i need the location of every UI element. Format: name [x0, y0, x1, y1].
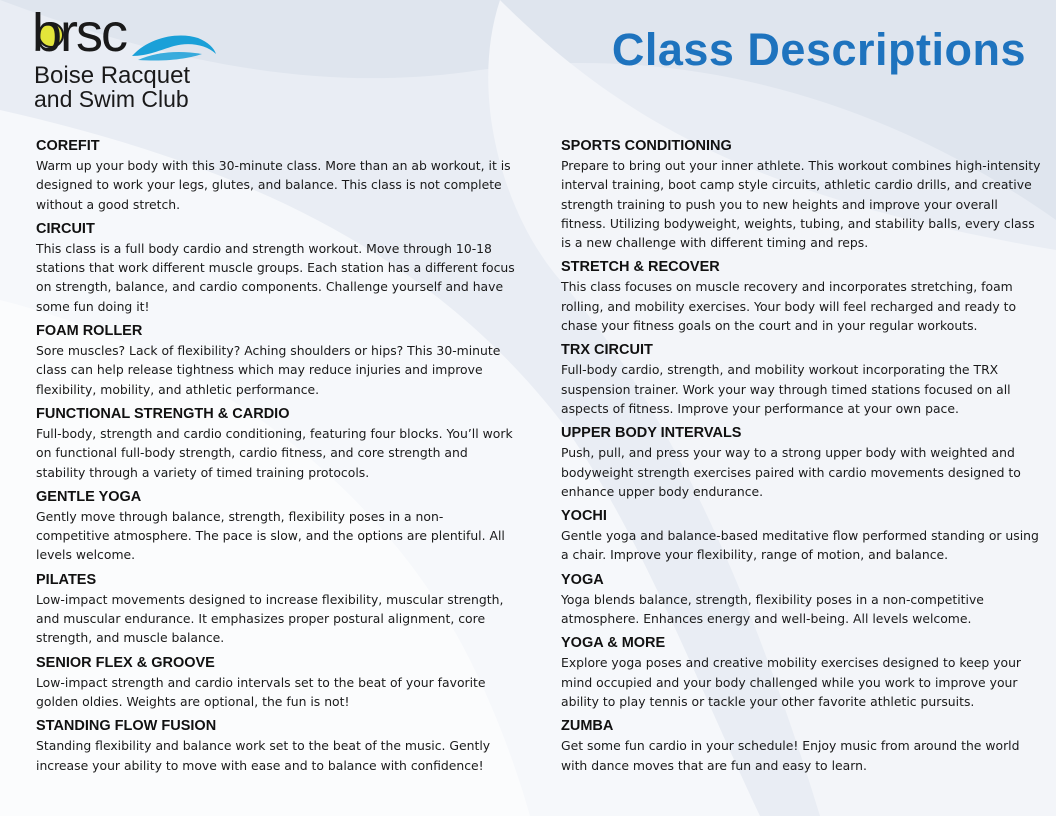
class-title: STRETCH & RECOVER — [561, 259, 720, 276]
class-senior-flex-groove — [36, 654, 516, 712]
logo-name-line-2: and Swim Club — [34, 86, 189, 112]
class-description: Warm up your body with this 30-minute class. More than an ab workout, it is designed to work your legs, glutes, and balance. This class is not complete without a good stretch. — [36, 158, 511, 212]
class-title: TRX CIRCUIT — [561, 342, 653, 359]
class-description: Full-body, strength and cardio conditioning, featuring four blocks. You’ll work on functional full-body strength, cardio fitness, and core strength and stability through a variety of timed training protocols. — [36, 425, 513, 480]
class-title: FOAM ROLLER — [36, 323, 143, 340]
right-column — [561, 137, 1046, 781]
class-title: SENIOR FLEX & GROOVE — [36, 654, 215, 671]
class-stretch-recover — [561, 258, 1046, 335]
class-standing-flow-fusion — [36, 717, 516, 775]
class-title: FUNCTIONAL STRENGTH & CARDIO — [36, 405, 290, 422]
class-corefit — [36, 137, 516, 214]
class-title: STANDING FLOW FUSION — [36, 718, 217, 735]
wave-swoosh-icon — [130, 30, 220, 66]
class-title: SPORTS CONDITIONING — [561, 138, 732, 154]
class-title: CIRCUIT — [36, 220, 95, 237]
class-title: UPPER BODY INTERVALS — [561, 425, 742, 442]
class-description: Low-impact movements designed to increase flexibility, muscular strength, and muscular endurance. It emphasizes proper postural alignment, core strength, and muscle balance. — [36, 591, 504, 646]
class-description: Sore muscles? Lack of flexibility? Aching shoulders or hips? This 30-minute class can help release tightness which may reduce injuries and improve flexibility, mobility, and athletic performance. — [36, 343, 501, 397]
class-zumba — [561, 717, 1046, 775]
class-title: YOGA — [561, 571, 604, 588]
class-description: This class focuses on muscle recovery and incorporates stretching, foam rolling, and mobility exercises. Your body will feel recharged and ready to chase your fitness goals on the court and in your regular workouts. — [561, 279, 1017, 334]
class-description: Standing flexibility and balance work set to the beat of the music. Gently increase your ability to move with ease and to balance with confidence! — [36, 738, 491, 773]
class-description: Push, pull, and press your way to a strong upper body with weighted and bodyweight strength exercises paired with cardio movements designed to enhance upper body endurance. — [561, 445, 1021, 499]
logo-name-line-1: Boise Racquet — [34, 62, 191, 89]
class-description: Gently move through balance, strength, flexibility poses in a non-competitive atmosphere. The pace is slow, and the options are plentiful. All levels welcome. — [36, 508, 505, 563]
class-functional-strength-cardio — [36, 405, 516, 482]
page-title: Class Descriptions — [611, 24, 1026, 75]
class-gentle-yoga — [36, 488, 516, 565]
class-description: Prepare to bring out your inner athlete. This workout combines high-intensity interval training, boot camp style circuits, athletic cardio drills, and creative strength training to push you to new heights and improve your overall fitness. Utilizing bodyweight, weights, tubing, and stability balls, every class is a new challenge with different timing and reps. — [561, 158, 1041, 251]
class-foam-roller — [36, 322, 516, 399]
class-title: GENTLE YOGA — [36, 488, 142, 505]
class-title: COREFIT — [36, 138, 100, 154]
class-description: Low-impact strength and cardio intervals set to the beat of your favorite golden oldies. Weights are optional, the fun is not! — [36, 674, 486, 709]
class-description: Gentle yoga and balance-based meditative flow performed standing or using a chair. Improve your flexibility, range of motion, and balance. — [561, 528, 1039, 563]
class-yochi — [561, 507, 1046, 565]
class-title: PILATES — [36, 571, 97, 588]
class-upper-body-intervals — [561, 424, 1046, 501]
class-description: This class is a full body cardio and strength workout. Move through 10-18 stations that work different muscle groups. Each station has a different focus on strength, balance, and cardio components. Challenge yourself and have some fun doing it! — [36, 240, 515, 314]
left-column — [36, 137, 516, 781]
brsc-logo — [30, 3, 230, 114]
class-title: ZUMBA — [561, 718, 614, 735]
class-description: Get some fun cardio in your schedule! Enjoy music from around the world with dance moves that are fun and easy to learn. — [561, 738, 1020, 773]
class-description: Full-body cardio, strength, and mobility workout incorporating the TRX suspension trainer. Work your way through timed stations focused on all aspects of fitness. Improve your performance at your own pace. — [561, 362, 1011, 416]
class-yoga-and-more — [561, 634, 1046, 711]
class-title: YOGA & MORE — [561, 635, 666, 652]
class-description: Explore yoga poses and creative mobility exercises designed to keep your mind occupied and your body challenged while you work to improve your ability to play tennis or tackle your other favorite athletic pursuits. — [561, 655, 1022, 709]
class-pilates — [36, 571, 516, 648]
class-sports-conditioning — [561, 137, 1046, 252]
class-yoga — [561, 571, 1046, 629]
logo-abbreviation: brsc — [32, 3, 127, 63]
class-description: Yoga blends balance, strength, flexibility poses in a non-competitive atmosphere. Enhances energy and well-being. All levels welcome. — [561, 591, 984, 627]
class-circuit — [36, 220, 516, 316]
class-trx-circuit — [561, 341, 1046, 418]
class-title: YOCHI — [561, 508, 607, 525]
